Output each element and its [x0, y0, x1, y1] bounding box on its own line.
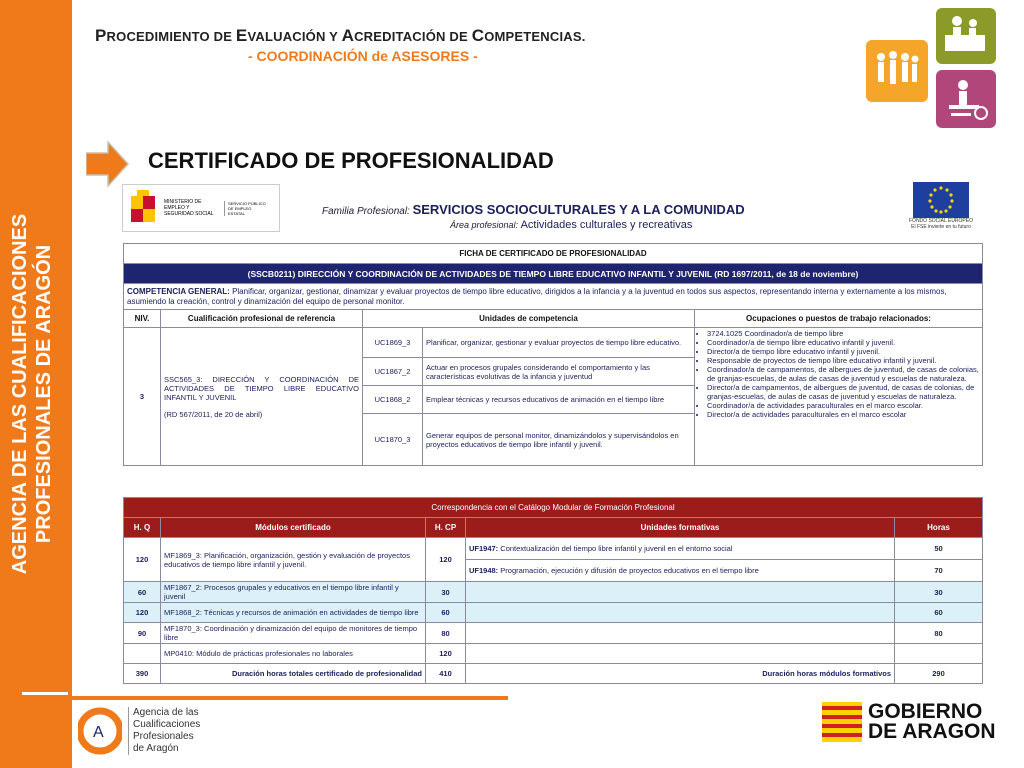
- col-cualificacion: Cualificación profesional de referencia: [161, 310, 363, 328]
- ocupacion-item: • Director/a de campamentos, de albergues de juventud, de casas de colonias, de granjas-escuelas, de aulas de casas de juventud y escuelas de naturaleza.: [707, 383, 979, 401]
- ocupacion-item: • 3724.1025 Coordinador/a de tiempo libre: [707, 329, 979, 338]
- col-unidades: Unidades de competencia: [363, 310, 695, 328]
- agency-line: Profesionales: [133, 731, 194, 742]
- nivel-value: 3: [124, 328, 161, 466]
- ocupacion-item: • Coordinador/a de campamentos, de albergues de juventud, de casas de colonias, de granjas-escuelas, de aulas de casas de juventud y escuelas de naturaleza.: [707, 365, 979, 383]
- agency-logo: [78, 700, 218, 762]
- row-hq: 120: [124, 603, 161, 623]
- outdoor-activity-icon: [936, 70, 996, 128]
- sidebar-agency-title: AGENCIA DE LAS CUALIFICACIONES PROFESIONALES DE ARAGÓN: [9, 213, 55, 575]
- logos-row: [122, 182, 984, 242]
- uf-item: [466, 603, 895, 623]
- row-horas: 60: [895, 603, 983, 623]
- ministerio-name: MINISTERIO DE EMPLEO Y SEGURIDAD SOCIAL: [164, 199, 214, 217]
- row-horas: [895, 644, 983, 664]
- header-icons: [866, 8, 998, 132]
- row-hq: 90: [124, 623, 161, 644]
- uc-code: UC1870_3: [363, 414, 423, 466]
- col-hq: H. Q: [124, 518, 161, 538]
- uf-item: [466, 644, 895, 664]
- correspondencia-table: [123, 497, 983, 684]
- header-subtitle: - COORDINACIÓN de ASESORES -: [248, 48, 478, 64]
- row-horas: 70: [895, 560, 983, 582]
- row-hq: [124, 644, 161, 664]
- uf-item: [466, 582, 895, 603]
- row-hcp: 60: [426, 603, 466, 623]
- competencia-general: COMPETENCIA GENERAL: Planificar, organizar, gestionar, dinamizar y evaluar proyectos de tiempo libre educativo, dirigidos a la infancia y a la juventud en todos sus aspectos, representando interna y externamente a los mismos, asumiendo la creación, control y dinamización del equipo de personal monitor.: [124, 284, 983, 310]
- total-horas: 290: [895, 664, 983, 684]
- agency-line: de Aragón: [133, 743, 179, 754]
- uf-item: [466, 623, 895, 644]
- col-hcp: H. CP: [426, 518, 466, 538]
- agency-line: Cualificaciones: [133, 719, 201, 730]
- aragon-flag-icon: [822, 702, 862, 742]
- col-ocupaciones: Ocupaciones o puestos de trabajo relacionados:: [695, 310, 983, 328]
- ocupacion-item: • Director/a de tiempo libre educativo infantil y juvenil.: [707, 347, 979, 356]
- uc-text: Generar equipos de personal monitor, dinamizándolos y supervisándolos en proyectos educativos de tiempo libre infantil y juvenil.: [423, 414, 695, 466]
- row-hq: 120: [124, 538, 161, 582]
- eu-subcaption: El FSE invierte en tu futuro: [911, 224, 971, 230]
- group-people-icon: [866, 40, 928, 102]
- agency-logo-icon: [78, 706, 122, 756]
- row-hcp: 120: [426, 538, 466, 582]
- header-title: PROCEDIMIENTO DE EVALUACIÓN Y ACREDITACIÓN DE COMPETENCIAS.: [95, 26, 586, 45]
- row-hcp: 80: [426, 623, 466, 644]
- row-hcp: 120: [426, 644, 466, 664]
- ficha-title: FICHA DE CERTIFICADO DE PROFESIONALIDAD: [124, 244, 983, 264]
- col-horas: Horas: [895, 518, 983, 538]
- coat-of-arms-icon: [125, 188, 161, 228]
- col-unidades-formativas: Unidades formativas: [466, 518, 895, 538]
- row-horas: 50: [895, 538, 983, 560]
- sidebar-band: [0, 0, 72, 768]
- row-modulo: MF1868_2: Técnicas y recursos de animación en actividades de tiempo libre: [161, 603, 426, 623]
- row-modulo: MP0410: Módulo de prácticas profesionales no laborales: [161, 644, 426, 664]
- ocupacion-item: • Coordinador/a de actividades paraculturales en el marco escolar.: [707, 401, 979, 410]
- servicio-name: SERVICIO PÚBLICO DE EMPLEO ESTATAL: [224, 201, 268, 216]
- eu-flag-icon: [913, 182, 969, 218]
- col-niv: NIV.: [124, 310, 161, 328]
- gobierno-line: DE ARAGON: [868, 720, 996, 743]
- ficha-table: [123, 243, 983, 466]
- ministerio-logo: [122, 184, 280, 232]
- row-hq: 60: [124, 582, 161, 603]
- uc-code: UC1869_3: [363, 328, 423, 358]
- row-modulo: MF1867_2: Procesos grupales y educativos en el tiempo libre infantil y juvenil: [161, 582, 426, 603]
- uc-code: UC1868_2: [363, 386, 423, 414]
- area-line: Área profesional: Actividades culturales y recreativas: [450, 219, 693, 231]
- row-horas: 80: [895, 623, 983, 644]
- certificate-title: CERTIFICADO DE PROFESIONALIDAD: [148, 148, 554, 173]
- sidebar-divider: [22, 692, 68, 695]
- ocupaciones-cell: [695, 328, 983, 466]
- agency-line: Agencia de las: [133, 707, 199, 718]
- col-modulos: Módulos certificado: [161, 518, 426, 538]
- ocupacion-item: • Director/a de actividades paraculturales en el marco escolar: [707, 410, 979, 419]
- uf-item: UF1948: Programación, ejecución y difusión de proyectos educativos en el tiempo libre: [466, 560, 895, 582]
- row-hcp: 30: [426, 582, 466, 603]
- row-modulo: MF1869_3: Planificación, organización, gestión y evaluación de proyectos educativos de tiempo libre infantil y juvenil.: [161, 538, 426, 582]
- svg-text:A: A: [93, 724, 104, 741]
- row-horas: 30: [895, 582, 983, 603]
- uc-text: Planificar, organizar, gestionar y evaluar proyectos de tiempo libre educativo.: [423, 328, 695, 358]
- total-hcp: 410: [426, 664, 466, 684]
- total-label: Duración horas totales certificado de profesionalidad: [161, 664, 426, 684]
- eu-caption: FONDO SOCIAL EUROPEO: [909, 218, 973, 224]
- uc-code: UC1867_2: [363, 358, 423, 386]
- uc-text: Emplear técnicas y recursos educativos de animación en el tiempo libre: [423, 386, 695, 414]
- total-hq: 390: [124, 664, 161, 684]
- family-line: Familia Profesional: SERVICIOS SOCIOCULTURALES Y A LA COMUNIDAD: [322, 202, 745, 217]
- correspondencia-title: Correspondencia con el Catálogo Modular de Formación Profesional: [124, 498, 983, 518]
- uc-text: Actuar en procesos grupales considerando el comportamiento y las características evolutivas de la infancia y juventud: [423, 358, 695, 386]
- cualificacion-cell: SSC565_3: DIRECCIÓN Y COORDINACIÓN DE ACTIVIDADES DE TIEMPO LIBRE EDUCATIVO INFANTIL Y JUVENIL (RD 567/2011, de 20 de abril): [161, 328, 363, 466]
- ficha-code-title: (SSCB0211) DIRECCIÓN Y COORDINACIÓN DE ACTIVIDADES DE TIEMPO LIBRE EDUCATIVO INFANTIL Y JUVENIL (RD 1697/2011, de 18 de noviembre): [124, 264, 983, 284]
- gobierno-aragon-logo: [822, 702, 996, 742]
- uf-item: UF1947: Contextualización del tiempo libre infantil y juvenil en el entorno social: [466, 538, 895, 560]
- gobierno-line: GOBIERNO: [868, 700, 983, 723]
- teacher-icon: [936, 8, 996, 64]
- row-modulo: MF1870_3: Coordinación y dinamización del equipo de monitores de tiempo libre: [161, 623, 426, 644]
- eu-logo: [898, 182, 984, 240]
- total-uf-label: Duración horas módulos formativos: [466, 664, 895, 684]
- ocupacion-item: • Coordinador/a de tiempo libre educativo infantil y juvenil.: [707, 338, 979, 347]
- ocupacion-item: • Responsable de proyectos de tiempo libre educativo infantil y juvenil.: [707, 356, 979, 365]
